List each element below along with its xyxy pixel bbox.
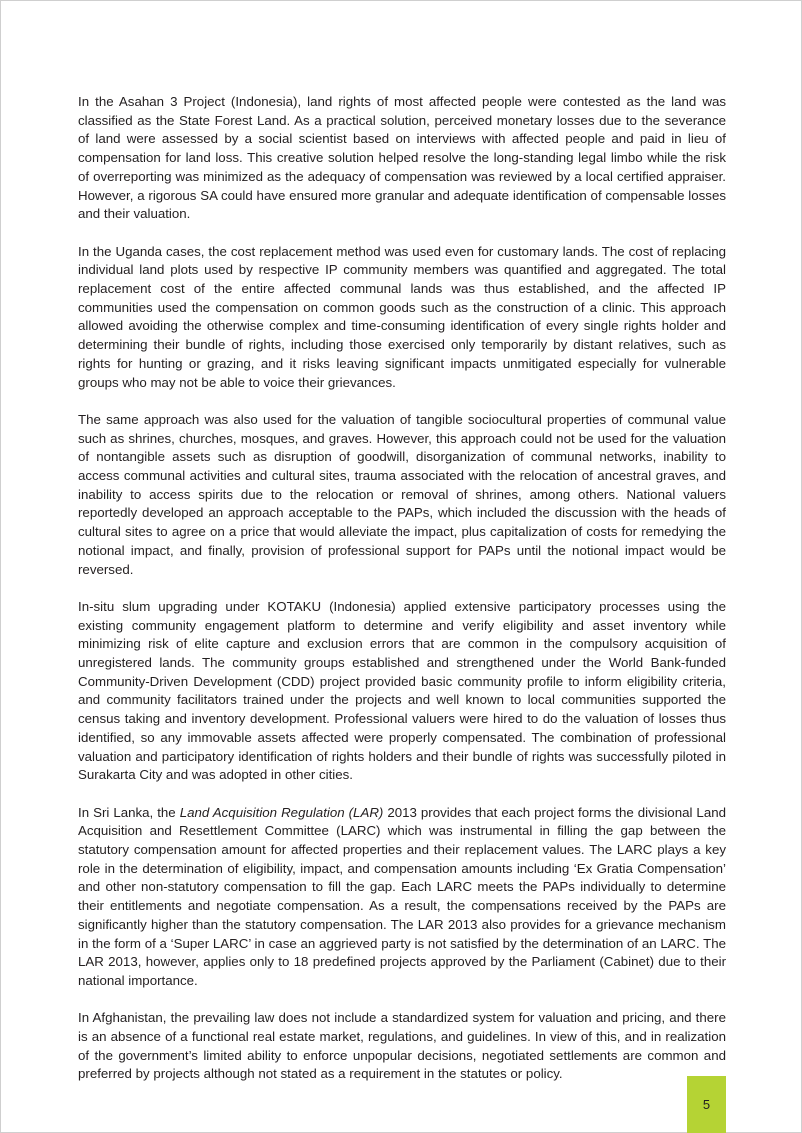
- srilanka-text-start: In Sri Lanka, the: [78, 804, 180, 820]
- paragraph-asahan: In the Asahan 3 Project (Indonesia), land rights of most affected people were contested as the land was classified as the State Forest Land. As a practical solution, perceived monetary losses due to the severance of land were assessed by a social scientist based on interviews with affected people and paid in lieu of compensation for land loss. This creative solution helped resolve the long-standing legal limbo while the risk of overreporting was minimized as the adequacy of compensation was reviewed by a local certified appraiser. However, a rigorous SA could have ensured more granular and adequate identification of compensable losses and their valuation.: [78, 94, 726, 222]
- paragraph-afghanistan: In Afghanistan, the prevailing law does not include a standardized system for valuation and pricing, and there is an absence of a functional real estate market, regulations, and guidelines. In view of this, and in realization of the government’s limited ability to enforce unpopular decisions, negotiated settlements are common and preferred by projects although not stated as a requirement in the statutes or policy.: [78, 1010, 726, 1082]
- paragraph-kotaku: In-situ slum upgrading under KOTAKU (Indonesia) applied extensive participatory processes using the existing community engagement platform to determine and verify eligibility and asset inventory while minimizing risk of elite capture and exclusion errors that are common in the compulsory acquisition of unregistered lands. The community groups established and strengthened under the World Bank-funded Community-Driven Development (CDD) project provided basic community profile to inform eligibility criteria, and community facilitators trained under the projects and well known to local communities supported the census taking and inventory development. Professional valuers were hired to do the valuation of losses thus identified, so any immovable assets affected were properly compensated. The combination of professional valuation and participatory identification of rights holders and their bundle of rights was successfully piloted in Surakarta City and was adopted in other cities.: [78, 598, 726, 783]
- page-number: 5: [702, 1097, 711, 1112]
- page-number-tab: [687, 1076, 726, 1133]
- srilanka-text-rest: 2013 provides that each project forms the divisional Land Acquisition and Resettlement Committee (LARC) which was instrumental in filling the gap between the statutory compensation amount for affected properties and their replacement values. The LARC plays a key role in the determination of eligibility, impact, and compensation amounts including ‘Ex Gratia Compensation’ and other non-statutory compensation to fill the gap. Each LARC meets the PAPs individually to determine their entitlements and negotiate compensation. As a result, the compensations received by the PAPs are significantly higher than the statutory compensation. The LAR 2013 also provides for a grievance mechanism in the form of a ‘Super LARC’ in case an aggrieved party is not satisfied by the determination of an LARC. The LAR 2013, however, applies only to 18 predefined projects approved by the Parliament (Cabinet) due to their national importance.: [78, 804, 726, 988]
- paragraph-sociocultural: The same approach was also used for the valuation of tangible sociocultural properties of communal value such as shrines, churches, mosques, and graves. However, this approach could not be used for the valuation of nontangible assets such as disruption of goodwill, disorganization of communal networks, inability to access communal activities and cultural sites, trauma associated with the relocation of ancestral graves, and inability to access spirits due to the relocation or removal of shrines, among others. National valuers reportedly developed an approach acceptable to the PAPs, which included the discussion with the heads of cultural sites to agree on a price that would alleviate the impact, plus capitalization of costs for remedying the notional impact, and finally, provision of professional support for PAPs until the notional impact would be reversed.: [78, 411, 726, 577]
- body-text: [78, 93, 726, 1084]
- srilanka-regulation-title: Land Acquisition Regulation (LAR): [179, 804, 384, 820]
- paragraph-uganda: In the Uganda cases, the cost replacement method was used even for customary lands. The cost of replacing individual land plots used by respective IP community members was quantified and aggregated. The total replacement cost of the entire affected communal lands was thus established, and the affected IP communities used the compensation on common goods such as the construction of a clinic. This approach allowed avoiding the otherwise complex and time-consuming identification of every single rights holder and determining their bundle of rights, including those exercised only temporarily by distant relatives, such as rights for hunting or grazing, and it risks leaving significant impacts unmitigated especially for vulnerable groups who may not be able to voice their grievances.: [78, 243, 726, 390]
- paragraph-srilanka: [78, 804, 726, 991]
